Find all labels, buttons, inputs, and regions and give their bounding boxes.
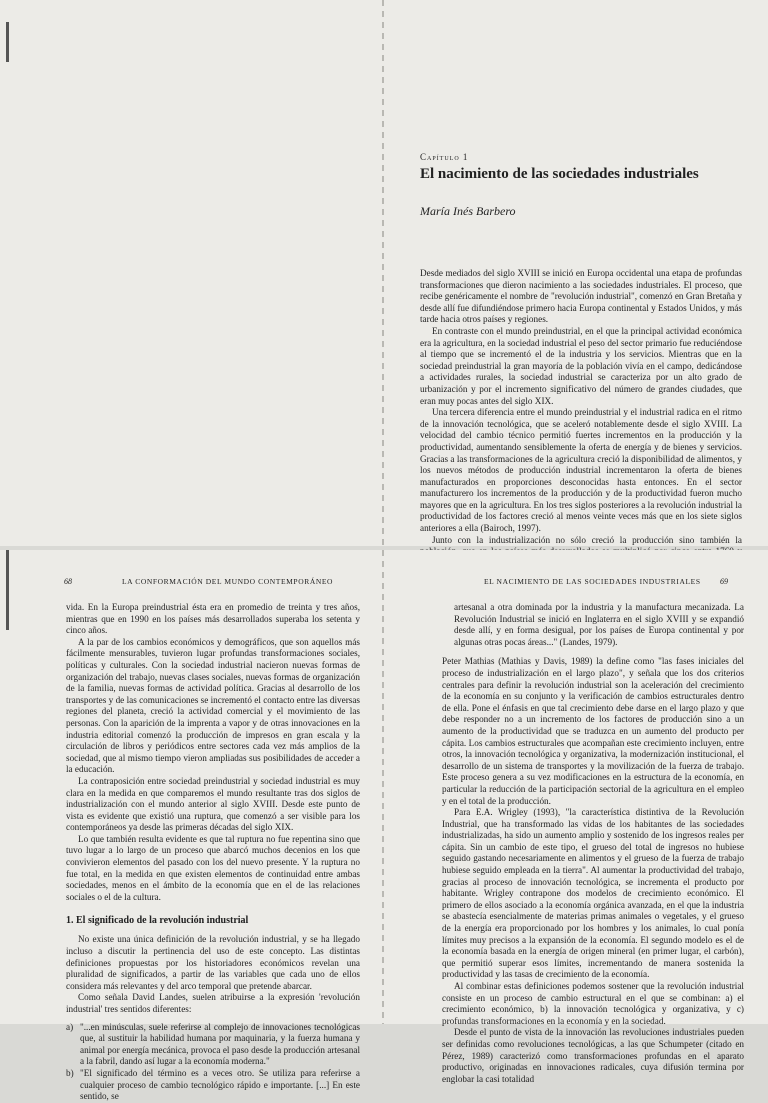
page-body	[66, 602, 360, 1103]
paragraph: Como señala David Landes, suelen atribuirse a la expresión 'revolución industrial' tres sentidos diferentes:	[66, 992, 360, 1014]
running-head-row	[0, 577, 382, 589]
paragraph: Lo que también resulta evidente es que tal ruptura no fue repentina sino que tuvo lugar a lo largo de un proceso que abarcó muchos decenios en los que convivieron elementos del pasado con los del nuevo presente. Y la ruptura no fue total, en la medida en que existen elementos de continuidad entre ambas sociedades, menos en el ámbito de la economía que en el de las relaciones sociales o el de la cultura.	[66, 833, 360, 902]
block-quote	[442, 602, 744, 648]
list-text: "...en minúsculas, suele referirse al complejo de innovaciones tecnológicas que, al sustituir la habilidad humana por maquinaria, y la fuerza humana y animal por energía mecánica, provoca el paso desde la producción artesanal a la fabril, dando así lugar a la economía moderna."	[80, 1021, 360, 1067]
running-head-row	[386, 577, 768, 589]
page-right-chapter-opening	[386, 0, 768, 546]
list-marker: a)	[66, 1021, 74, 1032]
running-head: EL NACIMIENTO DE LAS SOCIEDADES INDUSTRIALES	[484, 577, 701, 586]
page-left	[0, 550, 382, 1102]
paragraph: La contraposición entre sociedad preindustrial y sociedad industrial es muy clara en la medida en que comparemos el mundo resultante tras dos siglos de industrialización con el mundo anterior al siglo XVIII. Desde este punto de vista es evidente que existió una ruptura, que comenzó a ser visible para los contemporáneos ya desde las primeras décadas del siglo XIX.	[66, 775, 360, 833]
page-body	[442, 602, 744, 1085]
spread-bottom	[0, 550, 768, 1102]
paragraph: Peter Mathias (Mathias y Davis, 1989) la define como "las fases iniciales del proceso de industrialización en el largo plazo", y señala que los dos criterios centrales para definir la revolución industrial son la aceleración del crecimiento de la economía en su conjunto y la verificación de cambios estructurales dentro de ella. Pone el énfasis en que tal crecimiento debe darse en el largo plazo y que debe responder no a un incremento de los factores de producción sino a un aumento de la productividad que se traduzca en un aumento del producto per cápita. Los cambios estructurales que acompañan este crecimiento incluyen, entre otros, la innovación tecnológica y organizativa, la modernización institucional, el desarrollo de un sistema de transportes y la movilización de la fuerza de trabajo. Este proceso genera a su vez modificaciones en la estructura de la economía, en particular la reducción de la participación sectorial de la agricultura en el empleo y en el total de la producción.	[442, 656, 744, 806]
paragraph: A la par de los cambios económicos y demográficos, que son aquellos más fácilmente mensurables, tuvieron lugar profundas transformaciones sociales, políticas y culturales. Con la sociedad industrial nacieron nuevas formas de organización del trabajo, nuevas clases sociales, nuevas formas de organización de la familia, nuevas formas de actividad política. Gracias al desarrollo de los transportes y de las comunicaciones se incrementó el contacto entre las diversas regiones del planeta, creció la actividad comercial y el movimiento de las personas. Con la aparición de la imprenta a vapor y de otras innovaciones en la industria editorial comenzó la producción de impresos en gran escala y la circulación de libros y periódicos entre sectores cada vez más amplios de la sociedad, que al mismo tiempo vieron ampliadas sus posibilidades de acceder a la educación.	[66, 636, 360, 775]
list-marker: b)	[66, 1067, 74, 1078]
quote-text: artesanal a otra dominada por la industria y la manufactura mecanizada. La Revolución Industrial se inició en Inglaterra en el siglo XVIII y se expandió desde allí, y en forma desigual, por los países de Europa continental y por algunas otras pocas áreas..." (Landes, 1979).	[454, 602, 744, 647]
binding-edge-mark	[6, 22, 9, 62]
chapter-author: María Inés Barbero	[420, 204, 516, 218]
chapter-title: El nacimiento de las sociedades industriales	[420, 166, 699, 182]
chapter-label: Capítulo 1	[420, 152, 469, 162]
page-right	[386, 550, 768, 1084]
page-gutter	[382, 550, 384, 1024]
paragraph: Desde mediados del siglo XVIII se inició en Europa occidental una etapa de profundas transformaciones que dieron nacimiento a las sociedades industriales. El proceso, que recibe genéricamente el nombre de "revolución industrial", comenzó en Gran Bretaña y desde allí fue difundiéndose primero hacia Europa continental y Estados Unidos, y más tarde hacia otros países y regiones.	[420, 268, 742, 325]
chapter-body	[420, 268, 742, 569]
page-number: 69	[720, 577, 728, 586]
list-item	[66, 1022, 360, 1068]
page-gutter	[382, 0, 384, 546]
paragraph: No existe una única definición de la revolución industrial, y se ha llegado incluso a discutir la pertinencia del uso de este concepto. Las distintas definiciones propuestas por los historiadores económicos revelan una pluralidad de significados, a partir de las variables que cada uno de ellos considera más relevantes y del arco temporal que pretende abarcar.	[66, 934, 360, 991]
paragraph: vida. En la Europa preindustrial ésta era en promedio de treinta y tres años, mientras que en 1990 en los países más desarrollados superaba los setenta y cinco años.	[66, 602, 360, 636]
running-head: LA CONFORMACIÓN DEL MUNDO CONTEMPORÁNEO	[122, 577, 334, 586]
section-heading: 1. El significado de la revolución industrial	[66, 915, 249, 927]
paragraph: Para E.A. Wrigley (1993), "la característica distintiva de la Revolución Industrial, que ha transformado las vidas de los habitantes de las sociedades industrializadas, ha sido un aumento amplio y sostenido de los ingresos reales per cápita. Sin un cambio de este tipo, el grueso del total de ingresos no hubiese seguido gastando necesariamente en alimentos y el grueso de la fuerza de trabajo hubiese seguido empleada en la tierra". Al aumentar la productividad del trabajo, gracias al proceso de innovación tecnológica, se incrementa el producto por habitante. Wrigley contrapone dos modelos de crecimiento económico. El primero de ellos asociado a la economía orgánica avanzada, en el que la industria se abastecía esencialmente de materias primas animales o vegetales, y el grueso de la energía era proporcionado por los hombres y los animales, lo cual ponía límites muy precisos a la expansión de la economía. El segundo modelo es el de la economía basada en la energía de origen mineral (en primer lugar, el carbón), que permitió superar esos límites, incrementando de manera sostenida la productividad y las tasas de crecimiento de la economía.	[442, 807, 744, 980]
list-text: "El significado del término es a veces otro. Se utiliza para referirse a cualquier proceso de cambio tecnológico rápido e importante. [...] En este sentido, se	[80, 1067, 360, 1102]
paragraph: Al combinar estas definiciones podemos sostener que la revolución industrial consiste en un proceso de cambio estructural en el que se combinan: a) el crecimiento económico, b) la innovación tecnológica y organizativa, y c) profundas transformaciones en la economía y en la sociedad.	[442, 981, 744, 1026]
list-item	[66, 1068, 360, 1103]
paragraph: Desde el punto de vista de la innovación las revoluciones industriales pueden ser definidas como revoluciones tecnológicas, a las que Schumpeter (citado en Pérez, 1989) caracterizó como transformaciones profundas en el aparato productivo, originadas en innovaciones radicales, cuya difusión termina por englobar la casi totalidad	[442, 1027, 744, 1084]
spread-top	[0, 0, 768, 546]
paragraph: Una tercera diferencia entre el mundo preindustrial y el industrial radica en el ritmo de la innovación tecnológica, que se aceleró notablemente desde el siglo XVIII. La velocidad del cambio técnico permitió fuertes incrementos en la producción y la productividad, aumentando sensiblemente la oferta de energía y de bienes y servicios. Gracias a las transformaciones de la agricultura creció la disponibilidad de alimentos, y los nuevos métodos de producción industrial incrementaron la oferta de bienes manufacturados en proporciones desconocidas hasta entonces. En el sector manufacturero los incrementos de la producción y de la productividad fueron mucho mayores que en la agricultura. En los tres siglos posteriores a la revolución industrial la productividad de los factores creció al menos veinte veces más que en los siete siglos anteriores a ella (Bairoch, 1997).	[420, 407, 742, 534]
page-number: 68	[64, 577, 72, 586]
paragraph: En contraste con el mundo preindustrial, en el que la principal actividad económica era la agricultura, en la sociedad industrial el peso del sector primario fue reduciéndose al tiempo que se incrementó el de la industria y los servicios. Mientras que en la sociedad preindustrial la gran mayoría de la población vivía en el campo, dedicándose a actividades rurales, la sociedad industrial se caracteriza por un alto grado de urbanización y por el incremento significativo del número de grandes ciudades, que eran muy pocas antes del siglo XIX.	[420, 325, 742, 406]
paragraph: Junto con la industrialización no sólo creció la producción sino también la	[432, 534, 742, 545]
